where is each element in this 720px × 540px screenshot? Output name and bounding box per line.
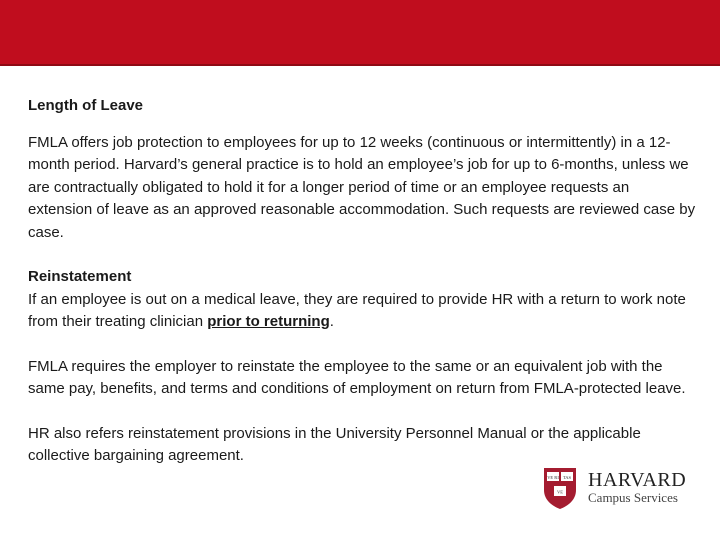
- logo-text: [588, 470, 686, 506]
- reinstatement-body-text: If an employee is out on a medical leave, they are required to provide HR with a return to work note from their treating clinician: [28, 290, 686, 330]
- fmla-requirement-paragraph: FMLA requires the employer to reinstate the employee to the same or an equivalent job with the same pay, benefits, and terms and conditions of employment on return from FMLA-protected leave.: [28, 357, 686, 397]
- shield-text-top-left: VE RI: [547, 475, 559, 480]
- prior-to-returning-emphasis: prior to returning: [207, 313, 330, 330]
- logo-name: HARVARD: [588, 469, 687, 491]
- harvard-shield-icon: [542, 466, 578, 510]
- reinstatement-heading: Reinstatement: [28, 268, 132, 285]
- shield-text-bottom: VE: [557, 489, 563, 495]
- hr-reference-paragraph: HR also refers reinstatement provisions in the University Personnel Manual or the applicable collective bargaining agreement.: [28, 424, 641, 464]
- header-bar: [0, 0, 720, 66]
- reinstatement-body-end: .: [329, 313, 334, 330]
- length-of-leave-heading: Length of Leave: [28, 97, 144, 114]
- shield-text-top-right: TAS: [562, 475, 572, 480]
- slide-content: [28, 95, 696, 468]
- logo-subtitle: Campus Services: [588, 490, 678, 505]
- harvard-campus-services-logo: [542, 466, 702, 510]
- length-of-leave-body: FMLA offers job protection to employees for up to 12 weeks (continuous or intermittently) in a 12-month period. Harvard’s general practice is to hold an employee’s job for up to 6-months, unless we are contractually obligated to hold it for a longer period of time or an employee requests an extension of leave as an approved reasonable accommodation. Such requests are reviewed case by case.: [28, 133, 696, 241]
- reinstatement-body: [28, 289, 696, 334]
